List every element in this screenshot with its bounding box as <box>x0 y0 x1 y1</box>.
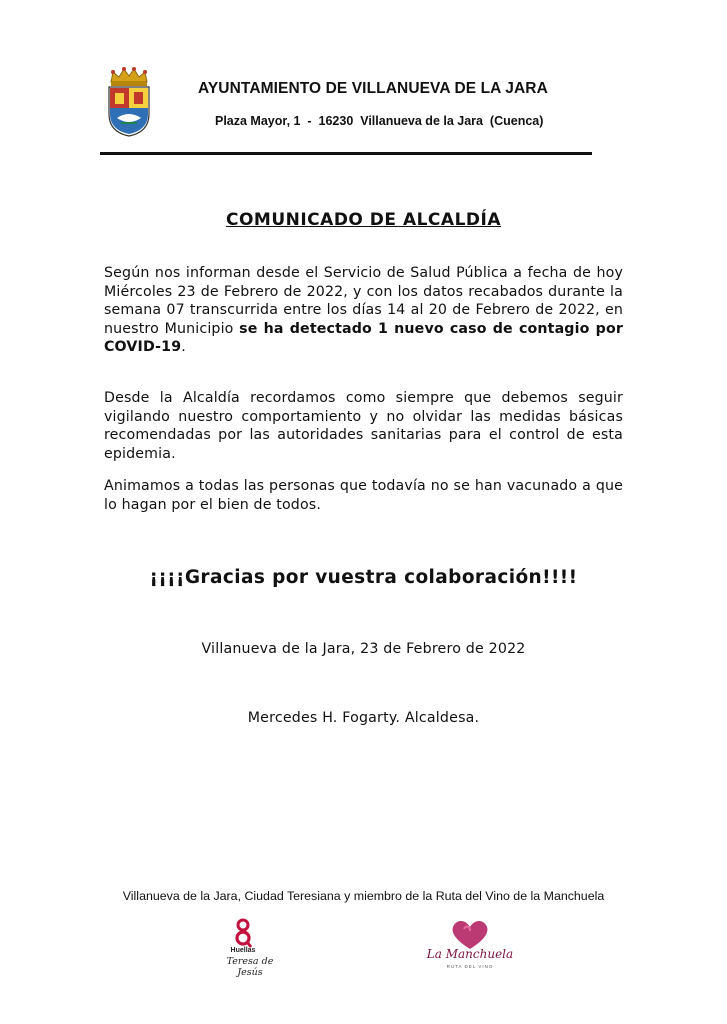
paragraph-text: Según nos informan desde el Servicio de Salud Pública a fecha de hoy Miércoles 23 de Febrero de 2022, y con los datos recabados durante la semana 07 transcurrida entre los días 14 al 20 de Febrero de 2022, en nuestro Municipio <box>104 265 623 337</box>
paragraph-highlight: se ha detectado 1 nuevo caso de contagio por COVID-19 <box>104 320 623 356</box>
logo-left-name: Huellas <box>230 947 256 954</box>
header-title: AYUNTAMIENTO DE VILLANUEVA DE LA JARA <box>198 80 548 97</box>
paragraph-covid-report <box>104 264 623 357</box>
la-manchuela-heart-logo-icon <box>424 917 516 975</box>
paragraph-reminder: Desde la Alcaldía recordamos como siempre que debemos seguir vigilando nuestro comportamiento y no olvidar las medidas básicas recomendadas por las autoridades sanitarias para el control de esta epidemia. <box>104 390 623 462</box>
signature-line: Mercedes H. Fogarty. Alcaldesa. <box>247 710 480 726</box>
logo-right-script: La Manchuela <box>426 947 514 961</box>
document-title: COMUNICADO DE ALCALDÍA <box>225 210 501 230</box>
huellas-teresa-logo-icon <box>214 918 286 976</box>
logo-left-script: Teresa de Jesús <box>226 956 274 978</box>
coat-of-arms-icon <box>103 66 155 138</box>
footer-text: Villanueva de la Jara, Ciudad Teresiana y miembro de la Ruta del Vino de la Manchuela <box>122 889 605 903</box>
header-divider <box>100 152 592 155</box>
thanks-message: ¡¡¡¡Gracias por vuestra colaboración!!!! <box>149 567 578 588</box>
paragraph-vaccination: Animamos a todas las personas que todavía no se han vacunado a que lo hagan por el bien de todos. <box>104 478 623 513</box>
logo-right-sub: RUTA DEL VINO <box>446 964 494 969</box>
paragraph-end: . <box>181 339 186 356</box>
place-and-date: Villanueva de la Jara, 23 de Febrero de 2022 <box>201 641 526 657</box>
header-address: Plaza Mayor, 1 - 16230 Villanueva de la Jara (Cuenca) <box>215 114 544 128</box>
